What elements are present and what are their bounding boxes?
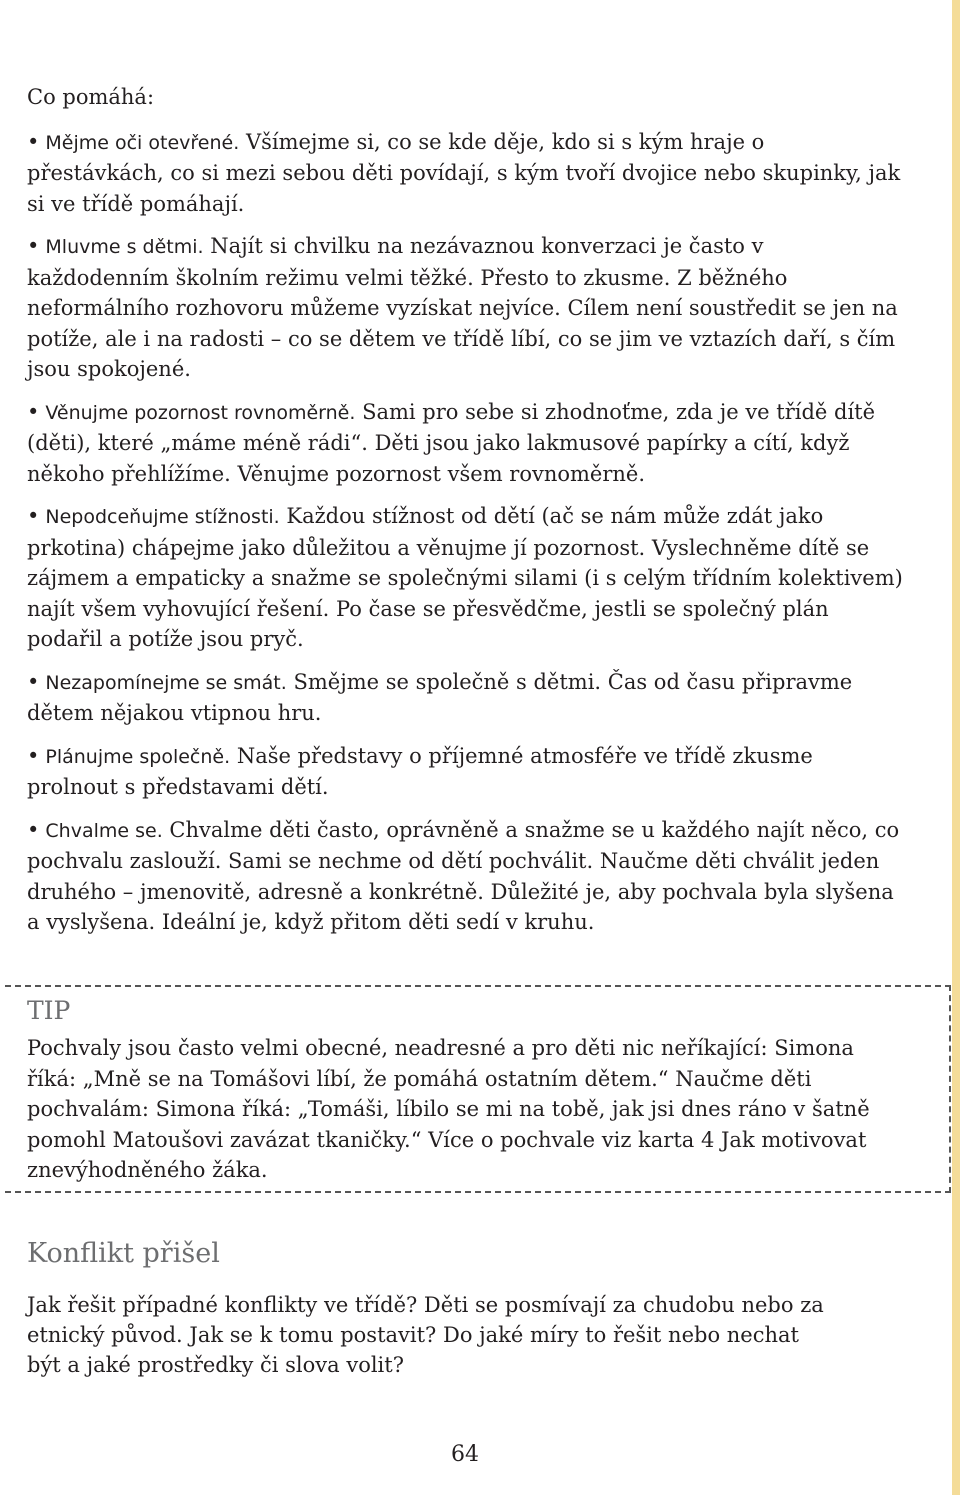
item-text: Chvalme děti často, oprávněně a snažme se u každého najít něco, co pochvalu zaslouží. Sami se nechme od dětí pochválit. Naučme děti chválit jeden druhého – jmenovitě, adresně a konkrétně. Důležité je, aby pochvala byla slyšena a vyslyšena. Ideální je, když přitom děti sedí v kruhu. xyxy=(27,817,900,934)
list-item xyxy=(27,231,907,385)
item-heading: Chvalme se. xyxy=(45,819,163,842)
item-heading: Mluvme s dětmi. xyxy=(45,236,204,258)
item-text: Najít si chvilku na nezávaznou konverzaci je často v každodenním školním režimu velmi těžké. Přesto to zkusme. Z běžného neformálního rozhovoru můžeme vyzískat nejvíce. Cílem není soustředit se jen na potíže, ale i na radosti – co se dětem ve třídě líbí, co se jim ve vztazích daří, s čím jsou spokojené. xyxy=(27,234,898,381)
item-heading: Plánujme společně. xyxy=(45,745,231,768)
item-text: Naše představy o příjemné atmosféře ve třídě zkusme prolnout s představami dětí. xyxy=(27,743,813,799)
item-heading: Věnujme pozornost rovnoměrně. xyxy=(45,401,356,424)
tips-list xyxy=(27,127,907,938)
item-text: Všímejme si, co se kde děje, kdo si s kým hraje o přestávkách, co si mezi sebou děti povídají, s kým tvoří dvojice nebo skupinky, jak si ve třídě pomáhají. xyxy=(27,129,901,216)
bullet-icon: • xyxy=(27,743,40,768)
page-edge-bar xyxy=(952,0,960,1495)
section-title: Konflikt přišel xyxy=(27,1238,220,1269)
bullet-icon: • xyxy=(27,399,40,424)
tip-label: TIP xyxy=(27,996,71,1025)
tip-text: Pochvaly jsou často velmi obecné, neadresné a pro děti nic neříkající: Simona říká: „Mně se na Tomášovi líbí, že pomáhá ostatním dětem.“ Naučme děti pochvalám: Simona říká: „Tomáši, líbilo se mi na tobě, jak jsi dnes ráno v šatně pomohl Matoušovi zavázat tkaničky.“ Více o pochvale viz karta 4 Jak motivovat znevýhodněného žáka. xyxy=(27,1036,870,1182)
item-heading: Nepodceňujme stížnosti. xyxy=(45,506,280,528)
tip-box xyxy=(5,985,951,1193)
main-content xyxy=(27,82,907,950)
page-number: 64 xyxy=(451,1442,479,1467)
bullet-icon: • xyxy=(27,669,40,694)
bullet-icon: • xyxy=(27,129,40,154)
tip-content xyxy=(27,993,907,1186)
bullet-icon: • xyxy=(27,504,40,528)
list-item xyxy=(27,667,907,729)
item-text: Smějme se společně s dětmi. Čas od času připravme dětem nějakou vtipnou hru. xyxy=(27,669,853,725)
list-item xyxy=(27,397,907,490)
list-item xyxy=(27,501,907,655)
bullet-icon: • xyxy=(27,234,40,258)
item-text: Sami pro sebe si zhodnoťme, zda je ve třídě dítě (děti), které „máme méně rádi“. Děti jsou jako lakmusové papírky a cítí, když někoho přehlížíme. Věnujme pozornost všem rovnoměrně. xyxy=(27,399,876,486)
list-item xyxy=(27,741,907,803)
intro-line: Co pomáhá: xyxy=(27,85,155,109)
list-item xyxy=(27,815,907,938)
bullet-icon: • xyxy=(27,817,40,842)
item-text: Každou stížnost od dětí (ač se nám může zdát jako prkotina) chápejme jako důležitou a věnujme jí pozornost. Vyslechněme dítě se zájmem a empaticky a snažme se společnými silami (i s celým třídním kolektivem) najít všem vyhovující řešení. Po čase se přesvědčme, jestli se společný plán podařil a potíže jsou pryč. xyxy=(27,504,903,651)
section-text: Jak řešit případné konflikty ve třídě? Děti se posmívají za chudobu nebo za etnický původ. Jak se k tomu postavit? Do jaké míry to řešit nebo nechat být a jaké prostředky či slova volit? xyxy=(27,1293,824,1377)
list-item xyxy=(27,127,907,220)
item-heading: Mějme oči otevřené. xyxy=(45,131,240,154)
item-heading: Nezapomínejme se smát. xyxy=(45,671,287,694)
